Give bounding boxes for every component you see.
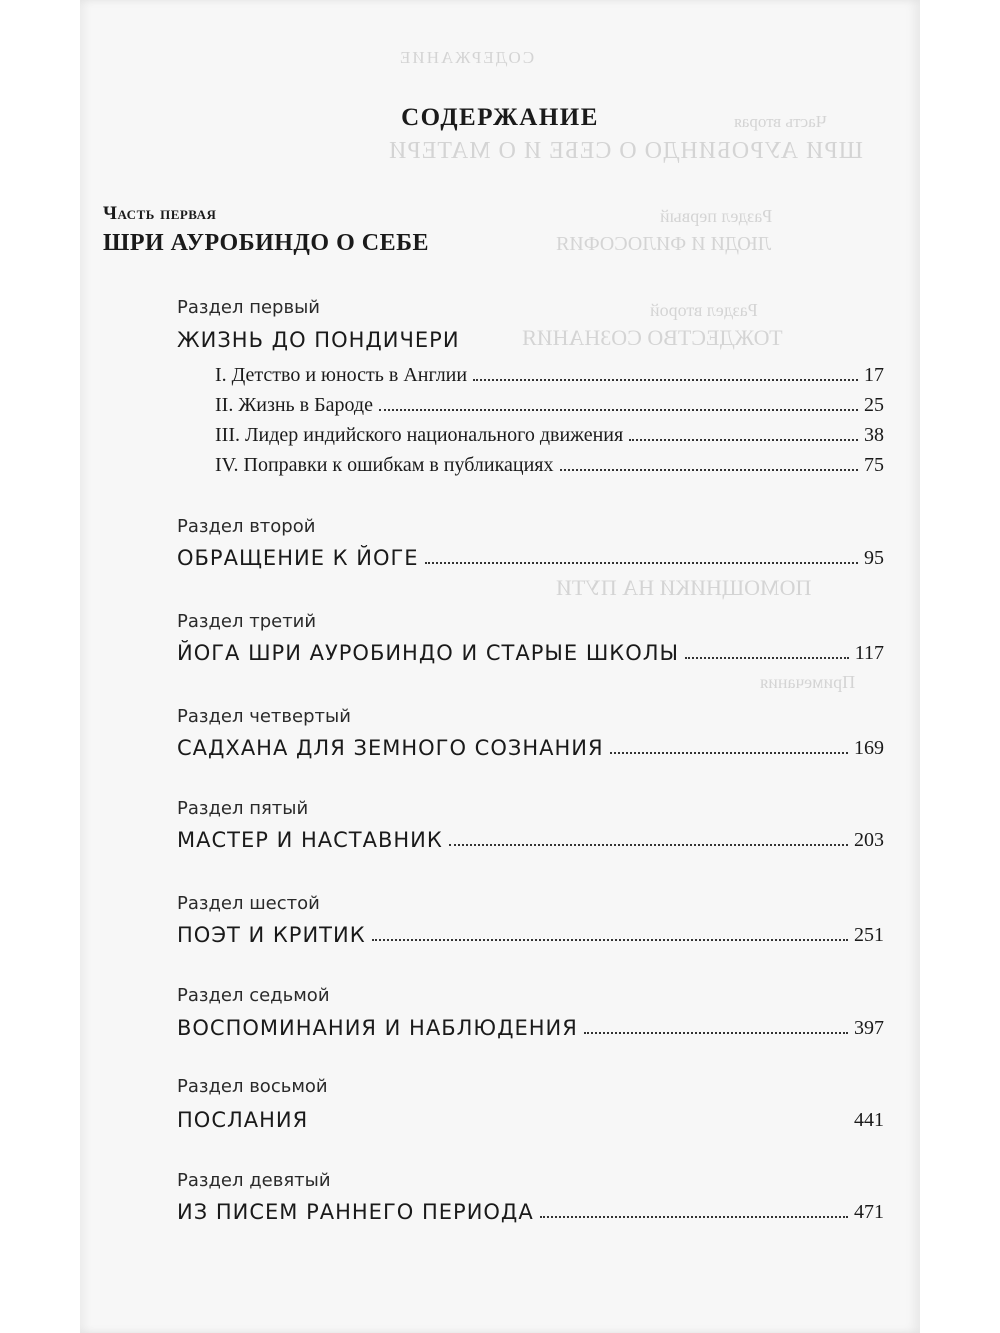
- page-number: 397: [854, 1017, 884, 1039]
- dot-leader: [314, 1124, 848, 1126]
- section-label: Раздел четвертый: [177, 706, 351, 727]
- section-title-row: [177, 322, 884, 352]
- toc-entry[interactable]: [215, 417, 884, 447]
- section-title: ИЗ ПИСЕМ РАННЕГО ПЕРИОДА: [177, 1200, 534, 1224]
- section-label: Раздел второй: [177, 516, 316, 537]
- section-title: ВОСПОМИНАНИЯ И НАБЛЮДЕНИЯ: [177, 1016, 578, 1040]
- section-title: ЖИЗНЬ ДО ПОНДИЧЕРИ: [177, 328, 460, 352]
- page-number: 203: [854, 829, 884, 851]
- chapter-title: IV. Поправки к ошибкам в публикациях: [215, 454, 554, 476]
- bleed-through-part-title: ШРИ АУРОБИНДО О СЕБЕ И О МАТЕРИ: [388, 138, 863, 164]
- toc-entry[interactable]: [177, 635, 884, 665]
- book-page: [80, 0, 920, 1333]
- section-title: ПОСЛАНИЯ: [177, 1108, 309, 1132]
- chapter-title: I. Детство и юность в Англии: [215, 364, 468, 386]
- toc-entry[interactable]: [177, 1010, 884, 1040]
- bleed-through-part-label: Часть вторая: [734, 112, 827, 131]
- toc-entry[interactable]: [177, 822, 884, 852]
- page-number: 117: [854, 642, 884, 664]
- toc-entry[interactable]: [215, 447, 884, 477]
- toc-entry[interactable]: [215, 357, 884, 387]
- toc-entry[interactable]: [177, 1102, 884, 1132]
- page-number: 471: [854, 1201, 884, 1223]
- section-title: ОБРАЩЕНИЕ К ЙОГЕ: [177, 546, 419, 570]
- page-number: 25: [864, 394, 884, 416]
- page-number: 17: [864, 364, 884, 386]
- page-number: 169: [854, 737, 884, 759]
- page-number: 441: [854, 1109, 884, 1131]
- section-label: Раздел третий: [177, 611, 317, 632]
- toc-entry[interactable]: [177, 730, 884, 760]
- section-title: ЙОГА ШРИ АУРОБИНДО И СТАРЫЕ ШКОЛЫ: [177, 641, 680, 665]
- section-title: ПОЭТ И КРИТИК: [177, 923, 366, 947]
- toc-entry[interactable]: [177, 917, 884, 947]
- section-label: Раздел девятый: [177, 1170, 331, 1191]
- bleed-through-section-title: ЛЮДИ И ФИЛОСОФИЯ: [556, 233, 772, 255]
- bleed-through-section-label: Раздел первый: [660, 206, 773, 226]
- dot-leader: [540, 1216, 848, 1218]
- dot-leader: [685, 657, 849, 659]
- part-title: ШРИ АУРОБИНДО О СЕБЕ: [103, 230, 429, 256]
- page-number: 75: [864, 454, 884, 476]
- dot-leader: [379, 409, 858, 411]
- bleed-through-section-label: Раздел второй: [650, 300, 758, 320]
- section-label: Раздел пятый: [177, 798, 309, 819]
- bleed-through-notes-label: Примечания: [760, 672, 856, 692]
- part-label: Часть первая: [103, 203, 217, 224]
- bleed-through-section-title: ТОЖДЕСТВО СОЗНАНИЯ: [522, 325, 783, 350]
- page-title: СОДЕРЖАНИЕ: [401, 104, 599, 131]
- section-label: Раздел восьмой: [177, 1076, 328, 1097]
- section-label: Раздел шестой: [177, 893, 320, 914]
- section-label: Раздел седьмой: [177, 985, 330, 1006]
- dot-leader: [449, 844, 848, 846]
- dot-leader: [372, 939, 848, 941]
- page-number: 38: [864, 424, 884, 446]
- page-number: 251: [854, 924, 884, 946]
- dot-leader: [629, 439, 858, 441]
- dot-leader: [560, 469, 859, 471]
- bleed-through-section-title: ПОМОЩНИКИ НА ПУТИ: [556, 575, 812, 600]
- section-title: МАСТЕР И НАСТАВНИК: [177, 828, 443, 852]
- section-title: САДХАНА ДЛЯ ЗЕМНОГО СОЗНАНИЯ: [177, 736, 604, 760]
- chapter-title: III. Лидер индийского национального движения: [215, 424, 624, 446]
- bleed-through-running-head: СОДЕРЖАНИЕ: [398, 48, 535, 67]
- toc-entry[interactable]: [215, 387, 884, 417]
- page-number: 95: [864, 547, 884, 569]
- chapter-title: II. Жизнь в Бароде: [215, 394, 373, 416]
- dot-leader: [425, 562, 858, 564]
- toc-entry[interactable]: [177, 1194, 884, 1224]
- toc-entry[interactable]: [177, 540, 884, 570]
- section-label: Раздел первый: [177, 297, 320, 318]
- dot-leader: [610, 752, 848, 754]
- dot-leader: [584, 1032, 848, 1034]
- dot-leader: [473, 379, 858, 381]
